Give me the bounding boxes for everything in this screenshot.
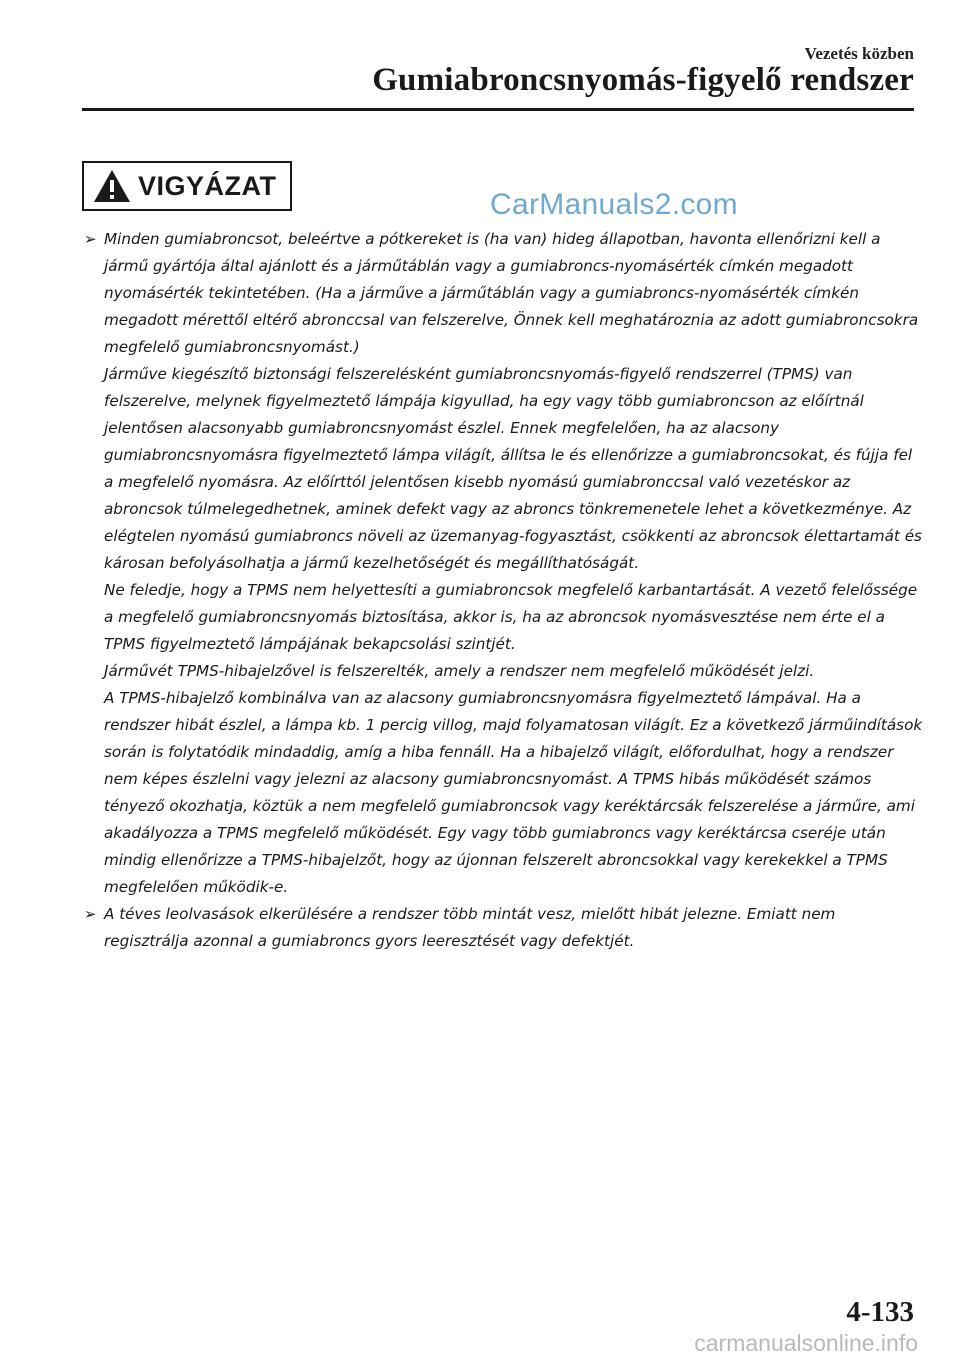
paragraph: A téves leolvasások elkerülésére a rendszer több mintát vesz, mielőtt hibát jelezne. Emiatt nem regisztrálja azonnal a gumiabroncs gyors leeresztését vagy defektjét.	[104, 905, 836, 950]
warning-triangle-icon	[92, 168, 132, 204]
watermark-top: CarManuals2.com	[490, 188, 738, 221]
warning-content	[84, 226, 924, 955]
paragraph: Járművét TPMS-hibajelzővel is felszerelték, amely a rendszer nem megfelelő működését jelzi.	[104, 662, 815, 680]
paragraph: Ne feledje, hogy a TPMS nem helyettesíti a gumiabroncsok megfelelő karbantartását. A vezető felelőssége a megfelelő gumiabroncsnyomás biztosítása, akkor is, ha az abroncsok nyomásvesztése nem érte el a TPMS figyelmeztető lámpájának bekapcsolási szintjét.	[104, 581, 918, 653]
warning-label: VIGYÁZAT	[138, 170, 277, 201]
warning-banner	[82, 161, 292, 211]
page-number: 4-133	[846, 1296, 914, 1328]
paragraph: Minden gumiabroncsot, beleértve a pótkereket is (ha van) hideg állapotban, havonta ellenőrizni kell a jármű gyártója által ajánlott és a járműtáblán vagy a gumiabroncs-nyomásérték címkén megadott nyomásérték tekintetében. (Ha a járműve a járműtáblán vagy a gumiabroncs-nyomásérték címkén megadott mérettől eltérő abronccsal van felszerelve, Önnek kell meghatároznia az adott gumiabroncsokra megfelelő gumiabroncsnyomást.)	[104, 230, 919, 356]
header-divider	[82, 108, 914, 111]
bullet-arrow-icon: ➢	[84, 230, 97, 248]
page-title: Gumiabroncsnyomás-figyelő rendszer	[372, 62, 914, 98]
watermark-bottom: carmanualsonline.info	[694, 1330, 918, 1356]
bullet-item	[84, 226, 924, 901]
paragraph: Járműve kiegészítő biztonsági felszerelésként gumiabroncsnyomás-figyelő rendszerrel (TPMS) van felszerelve, melynek figyelmeztető lámpája kigyullad, ha egy vagy több gumiabroncson az előírtnál jelentősen alacsonyabb gumiabroncsnyomást észlel. Ennek megfelelően, ha az alacsony gumiabroncsnyomásra figyelmeztető lámpa világít, állítsa le és ellenőrizze a gumiabroncsokat, és fújja fel a megfelelő nyomásra. Az előírttól jelentősen kisebb nyomású gumiabronccsal való vezetéskor az abroncsok túlmelegedhetnek, aminek defekt vagy az abroncs tönkremenetele lehet a következménye. Az elégtelen nyomású gumiabroncs növeli az üzemanyag-fogyasztást, csökkenti az abroncsok élettartamát és károsan befolyásolhatja a jármű kezelhetőségét és megállíthatóságát.	[104, 365, 922, 572]
bullet-item	[84, 901, 924, 955]
paragraph: A TPMS-hibajelző kombinálva van az alacsony gumiabroncsnyomásra figyelmeztető lámpával. Ha a rendszer hibát észlel, a lámpa kb. 1 percig villog, majd folyamatosan világít. Ez a következő járműindítások során is folytatódik mindaddig, amíg a hiba fennáll. Ha a hibajelző világít, előfordulhat, hogy a rendszer nem képes észlelni vagy jelezni az alacsony gumiabroncsnyomást. A TPMS hibás működését számos tényező okozhatja, köztük a nem megfelelő gumiabroncsok vagy keréktárcsák felszerelése a járműre, ami akadályozza a TPMS megfelelő működését. Egy vagy több gumiabroncs vagy keréktárcsa cseréje után mindig ellenőrizze a TPMS-hibajelzőt, hogy az újonnan felszerelt abroncsokkal vagy kerekekkel a TPMS megfelelően működik-e.	[104, 689, 923, 896]
bullet-arrow-icon: ➢	[84, 905, 97, 923]
section-title: Vezetés közben	[804, 44, 914, 63]
